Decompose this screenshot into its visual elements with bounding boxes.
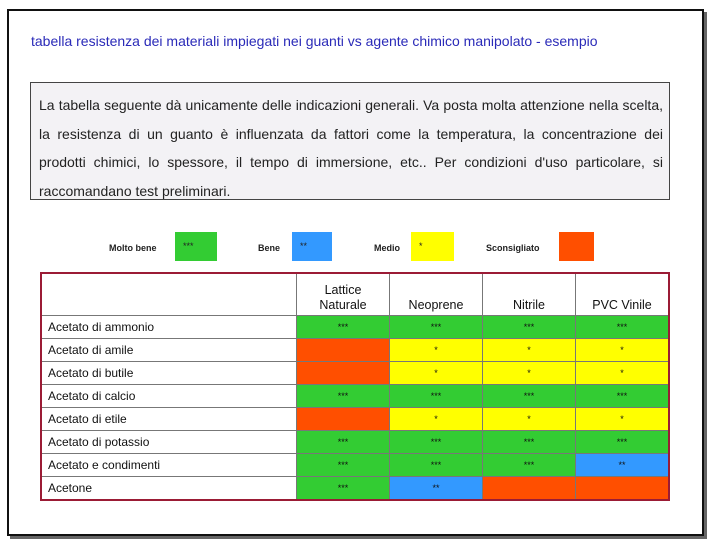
rating-cell: * — [483, 408, 576, 431]
header-pvc-vinile: PVC Vinile — [576, 273, 670, 316]
table-row — [41, 316, 669, 339]
header-nitrile: Nitrile — [483, 273, 576, 316]
rating-cell: * — [576, 362, 670, 385]
row-chemical-name: Acetato e condimenti — [41, 454, 297, 477]
row-chemical-name: Acetato di calcio — [41, 385, 297, 408]
rating-cell: * — [576, 408, 670, 431]
legend-swatch-sconsigliato — [559, 232, 594, 261]
rating-cell: *** — [297, 316, 390, 339]
rating-cell: * — [483, 362, 576, 385]
rating-cell: *** — [297, 431, 390, 454]
rating-cell: ** — [390, 477, 483, 501]
rating-cell: *** — [483, 316, 576, 339]
legend-swatch-molto-bene: *** — [175, 232, 217, 261]
rating-cell: * — [390, 408, 483, 431]
rating-cell: * — [576, 339, 670, 362]
row-chemical-name: Acetato di ammonio — [41, 316, 297, 339]
rating-cell: * — [390, 339, 483, 362]
rating-cell: *** — [390, 385, 483, 408]
table-header-row — [41, 273, 669, 316]
row-chemical-name: Acetato di potassio — [41, 431, 297, 454]
rating-cell — [297, 362, 390, 385]
rating-cell: *** — [297, 454, 390, 477]
legend-label-molto-bene: Molto bene — [109, 243, 157, 253]
table-row — [41, 339, 669, 362]
table-body — [41, 316, 669, 501]
legend-swatch-bene: ** — [292, 232, 332, 261]
rating-cell: ** — [576, 454, 670, 477]
table-row — [41, 454, 669, 477]
rating-cell: *** — [483, 385, 576, 408]
legend-label-bene: Bene — [258, 243, 281, 253]
rating-cell: *** — [390, 454, 483, 477]
legend-label-sconsigliato: Sconsigliato — [486, 243, 540, 253]
table-row — [41, 408, 669, 431]
table-row — [41, 431, 669, 454]
info-note: La tabella seguente dà unicamente delle indicazioni generali. Va posta molta attenzione nella scelta, la resistenza di un guanto è influenzata da fattori come la temperatura, la concentrazione dei prodotti chimici, lo spessore, il tempo di immersione, etc.. Per condizioni d'uso particolare, si raccomandano test preliminari. — [30, 82, 670, 200]
header-label: Lattice Naturale — [319, 283, 367, 312]
rating-cell: *** — [297, 477, 390, 501]
row-chemical-name: Acetato di amile — [41, 339, 297, 362]
rating-cell — [576, 477, 670, 501]
rating-cell: *** — [576, 385, 670, 408]
table-row — [41, 477, 669, 501]
rating-cell: *** — [576, 431, 670, 454]
row-chemical-name: Acetato di etile — [41, 408, 297, 431]
legend-label-medio: Medio — [374, 243, 400, 253]
rating-cell: *** — [390, 431, 483, 454]
header-lattice-naturale — [297, 273, 390, 316]
rating-cell: *** — [297, 385, 390, 408]
rating-cell: *** — [483, 454, 576, 477]
rating-cell: *** — [576, 316, 670, 339]
row-chemical-name: Acetato di butile — [41, 362, 297, 385]
table-row — [41, 362, 669, 385]
row-chemical-name: Acetone — [41, 477, 297, 501]
rating-cell: *** — [390, 316, 483, 339]
rating-cell: * — [483, 339, 576, 362]
slide-title: tabella resistenza dei materiali impiegati nei guanti vs agente chimico manipolato - esempio — [31, 33, 598, 49]
resistance-table — [40, 272, 670, 501]
table-row — [41, 385, 669, 408]
header-empty — [41, 273, 297, 316]
rating-cell — [297, 408, 390, 431]
legend-swatch-medio: * — [411, 232, 454, 261]
rating-cell: * — [390, 362, 483, 385]
rating-cell — [297, 339, 390, 362]
rating-cell: *** — [483, 431, 576, 454]
header-neoprene: Neoprene — [390, 273, 483, 316]
rating-cell — [483, 477, 576, 501]
